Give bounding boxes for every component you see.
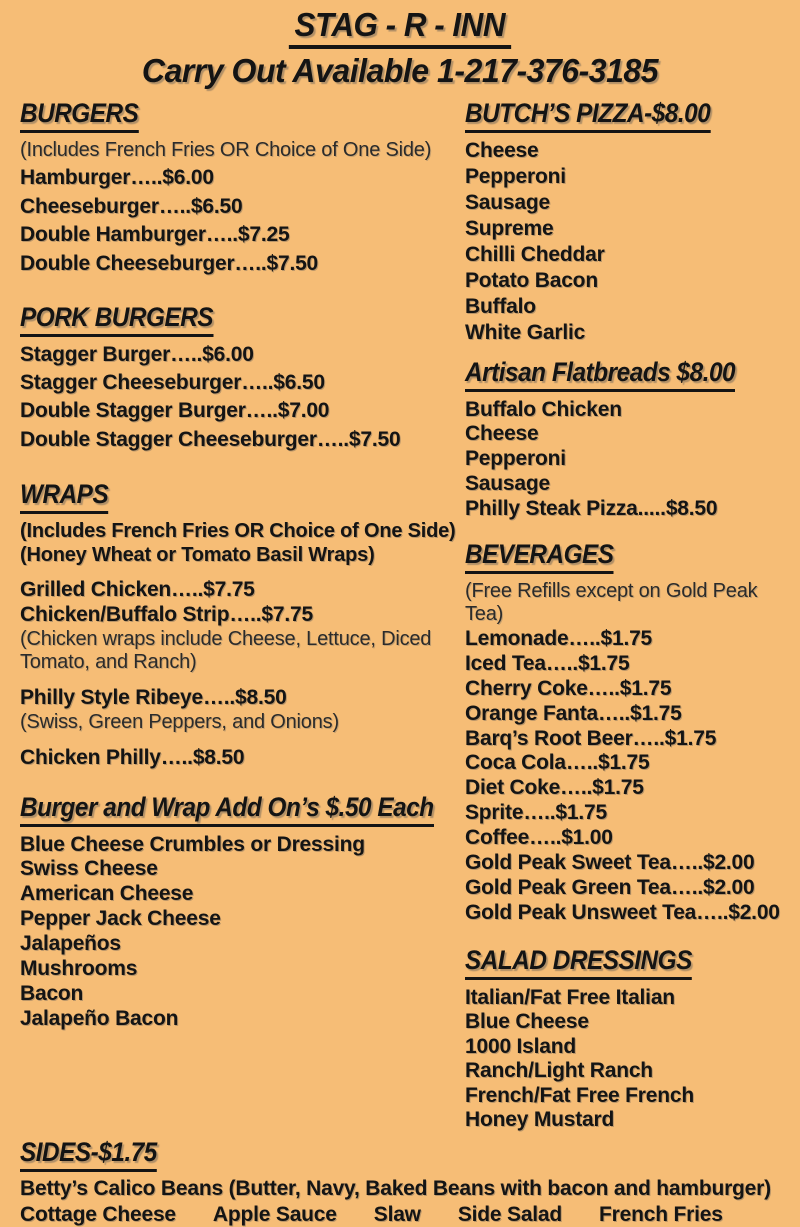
menu-item: Slaw <box>373 1202 421 1226</box>
add-ons-heading: Burger and Wrap Add On’s $.50 Each <box>20 792 434 827</box>
menu-item: Sausage <box>465 472 550 496</box>
salad-dressings-items <box>465 986 790 1132</box>
menu-item: Blue Cheese <box>465 1010 589 1034</box>
menu-item: (Chicken wraps include Cheese, Lettuce, Diced Tomato, and Ranch) <box>20 628 432 674</box>
menu-item: Double Stagger Burger…..$7.00 <box>20 399 330 423</box>
menu-item: Italian/Fat Free Italian <box>465 986 675 1010</box>
flatbreads-items <box>465 398 790 522</box>
menu-item: (Free Refills except on Gold Peak Tea) <box>465 580 758 625</box>
menu-item: Mushrooms <box>20 957 138 981</box>
menu-item: Coffee…..$1.00 <box>465 826 613 850</box>
menu-item: Honey Mustard <box>465 1108 615 1132</box>
menu-item: French/Fat Free French <box>465 1083 694 1107</box>
section-pork-burgers <box>20 302 465 452</box>
menu-item: Potato Bacon <box>465 268 598 292</box>
menu-item: Stagger Burger…..$6.00 <box>20 342 254 366</box>
section-sides <box>0 1137 800 1227</box>
sides-row <box>20 1203 780 1227</box>
salad-dressings-heading: SALAD DRESSINGS <box>465 945 692 980</box>
menu-item: Buffalo Chicken <box>465 397 622 421</box>
section-flatbreads <box>465 357 790 522</box>
menu-item: Philly Style Ribeye…..$8.50 <box>20 685 287 709</box>
section-burgers <box>20 98 465 276</box>
menu-item: Coca Cola…..$1.75 <box>465 751 650 775</box>
menu-item: Side Salad <box>457 1202 563 1226</box>
menu-item: Stagger Cheeseburger…..$6.50 <box>20 370 325 394</box>
section-wraps <box>20 479 465 770</box>
beverages-heading: BEVERAGES <box>465 539 614 574</box>
menu-item: Swiss Cheese <box>20 857 158 881</box>
menu-item: Philly Steak Pizza.....$8.50 <box>465 497 718 521</box>
menu-item: American Cheese <box>20 882 194 906</box>
menu-item: Gold Peak Unsweet Tea…..$2.00 <box>465 901 780 925</box>
menu-item: Cheese <box>465 139 539 162</box>
spacer <box>20 567 465 577</box>
spacer <box>20 735 465 745</box>
menu-item: Supreme <box>465 216 554 240</box>
burgers-heading: BURGERS <box>20 98 138 133</box>
menu-item: Gold Peak Sweet Tea…..$2.00 <box>465 851 755 875</box>
carry-out-phone-line: Carry Out Available 1-217-376-3185 <box>141 52 659 89</box>
menu-item: Chicken/Buffalo Strip…..$7.75 <box>20 603 313 627</box>
menu-item: Cheese <box>465 422 539 446</box>
menu-item: Cherry Coke…..$1.75 <box>465 676 672 700</box>
menu-item: (Includes French Fries OR Choice of One Side) <box>20 519 456 542</box>
menu-item: Buffalo <box>465 294 536 318</box>
menu-columns <box>0 90 800 1133</box>
section-butchs-pizza <box>465 98 790 345</box>
menu-item: Jalapeños <box>20 932 121 956</box>
menu-item: Diet Coke…..$1.75 <box>465 776 644 800</box>
menu-item: (Swiss, Green Peppers, and Onions) <box>20 710 339 733</box>
menu-header <box>0 6 800 90</box>
menu-item: Apple Sauce <box>212 1202 337 1226</box>
menu-item: Blue Cheese Crumbles or Dressing <box>20 832 365 856</box>
butchs-pizza-heading: BUTCH’S PIZZA-$8.00 <box>465 98 710 133</box>
menu-item: Double Stagger Cheeseburger…..$7.50 <box>20 427 401 451</box>
menu-item: (Honey Wheat or Tomato Basil Wraps) <box>20 543 375 566</box>
right-column <box>465 96 790 1133</box>
menu-item: Lemonade…..$1.75 <box>465 626 653 650</box>
menu-item: Jalapeño Bacon <box>20 1007 179 1031</box>
sides-beans-line: Betty’s Calico Beans (Butter, Navy, Baked Beans with bacon and hamburger) <box>20 1176 771 1200</box>
pork-burgers-items <box>20 343 465 452</box>
section-beverages <box>465 539 790 925</box>
menu-item: Sprite…..$1.75 <box>465 801 607 825</box>
add-ons-items <box>20 833 465 1032</box>
menu-item: Chilli Cheddar <box>465 242 605 266</box>
menu-item: (Includes French Fries OR Choice of One Side) <box>20 139 432 161</box>
menu-item: Pepperoni <box>465 447 566 471</box>
flatbreads-heading: Artisan Flatbreads $8.00 <box>465 357 735 392</box>
menu-item: 1000 Island <box>465 1034 577 1058</box>
menu-item: Ranch/Light Ranch <box>465 1059 653 1083</box>
menu-item: Gold Peak Green Tea…..$2.00 <box>465 876 755 900</box>
menu-item: Grilled Chicken…..$7.75 <box>20 578 255 602</box>
section-salad-dressings <box>465 945 790 1132</box>
menu-item: Chicken Philly…..$8.50 <box>20 745 245 769</box>
pork-burgers-heading: PORK BURGERS <box>20 302 213 337</box>
menu-item: Hamburger…..$6.00 <box>20 166 214 190</box>
menu-item: Double Cheeseburger…..$7.50 <box>20 251 319 275</box>
menu-item: Iced Tea…..$1.75 <box>465 651 630 675</box>
left-column <box>20 96 465 1032</box>
menu-item: Bacon <box>20 982 84 1006</box>
wraps-items <box>20 520 465 770</box>
burgers-items <box>20 139 465 276</box>
menu-item: Pepperoni <box>465 164 566 188</box>
spacer <box>20 675 465 685</box>
menu-item: Pepper Jack Cheese <box>20 907 221 931</box>
menu-item: Barq’s Root Beer…..$1.75 <box>465 726 717 750</box>
menu-item: Double Hamburger…..$7.25 <box>20 223 290 247</box>
beverages-items <box>465 580 790 925</box>
sides-heading: SIDES-$1.75 <box>20 1137 157 1172</box>
menu-item: Sausage <box>465 190 550 214</box>
menu-item: Orange Fanta…..$1.75 <box>465 701 682 725</box>
butchs-pizza-items <box>465 139 790 345</box>
menu-item: French Fries <box>599 1202 723 1226</box>
menu-item: Cottage Cheese <box>20 1202 176 1226</box>
wraps-heading: WRAPS <box>20 479 108 514</box>
restaurant-title: STAG - R - INN <box>289 6 511 49</box>
menu-item: White Garlic <box>465 320 586 344</box>
menu-item: Cheeseburger…..$6.50 <box>20 194 243 218</box>
section-add-ons <box>20 792 465 1032</box>
